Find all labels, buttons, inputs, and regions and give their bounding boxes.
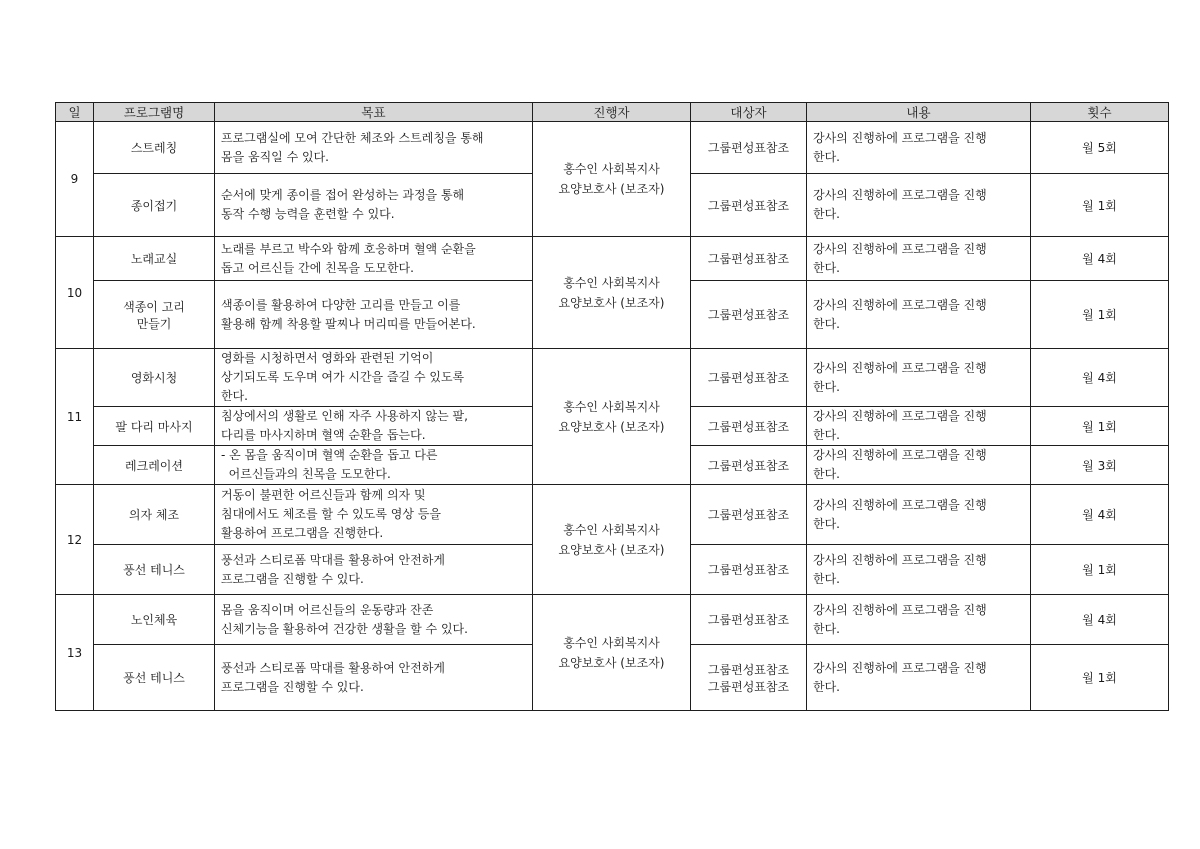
header-row [56,103,1169,122]
content-line: 한다. [813,428,840,442]
target-cell [691,485,807,545]
goal-line: 신체기능을 활용하여 건강한 생활을 할 수 있다. [221,621,468,636]
target-cell [691,446,807,485]
table-row [56,485,1169,545]
goal-line: 풍선과 스티로폼 막대를 활용하여 안전하게 [221,552,445,567]
goal-line: 다리를 마사지하며 혈액 순환을 돕는다. [221,428,426,442]
goal-line: 풍선과 스티로폼 막대를 활용하여 안전하게 [221,660,445,675]
target-cell [691,281,807,349]
header-target: 대상자 [691,103,807,122]
leader-cell [533,485,691,595]
content-line: 강사의 진행하에 프로그램을 진행 [813,497,987,512]
day-cell: 10 [56,237,94,349]
goal-cell [215,349,533,407]
target-line: 그룹편성표참조 [707,563,790,577]
program-line: 스트레칭 [130,141,178,155]
content-line: 한다. [813,260,840,275]
program-cell [94,645,215,711]
leader-line: 요양보호사 (보조자) [558,542,665,557]
count-cell: 월 1회 [1031,281,1169,349]
content-line: 한다. [813,467,840,481]
target-cell [691,407,807,446]
leader-line: 홍수인 사회복지사 [563,522,660,537]
content-cell [807,407,1031,446]
content-cell [807,545,1031,595]
program-line: 풍선 테니스 [123,563,185,577]
table-row [56,595,1169,645]
goal-line: 상기되도록 도우며 여가 시간을 즐길 수 있도록 [221,370,465,384]
program-cell [94,595,215,645]
content-cell [807,485,1031,545]
day-cell: 9 [56,122,94,237]
content-line: 강사의 진행하에 프로그램을 진행 [813,660,987,675]
goal-line: 색종이를 활용하여 다양한 고리를 만들고 이를 [221,297,461,312]
goal-cell [215,595,533,645]
program-line: 의자 체조 [128,508,180,522]
goal-cell [215,545,533,595]
target-line: 그룹편성표참조 [707,252,790,266]
program-cell [94,122,215,174]
header-day: 일 [56,103,94,122]
count-cell: 월 1회 [1031,174,1169,237]
content-cell [807,595,1031,645]
header-goal: 목표 [215,103,533,122]
count-cell: 월 4회 [1031,237,1169,281]
program-line: 만들기 [136,316,172,331]
table-row [56,237,1169,281]
content-cell [807,237,1031,281]
target-line: 그룹편성표참조 [707,662,790,677]
goal-line: 침대에서도 체조를 할 수 있도록 영상 등을 [221,507,441,521]
goal-line: 활용하여 프로그램을 진행한다. [221,526,384,540]
content-line: 강사의 진행하에 프로그램을 진행 [813,448,987,462]
goal-cell [215,174,533,237]
goal-line: 몸을 움직이며 어르신들의 운동량과 잔존 [221,602,434,617]
content-line: 한다. [813,379,840,394]
goal-line: - 온 몸을 움직이며 혈액 순환을 돕고 다른 [221,448,438,462]
content-line: 강사의 진행하에 프로그램을 진행 [813,409,987,423]
content-cell [807,645,1031,711]
target-line: 그룹편성표참조 [707,419,790,434]
count-cell: 월 4회 [1031,349,1169,407]
count-cell: 월 3회 [1031,446,1169,485]
target-cell [691,349,807,407]
program-line: 색종이 고리 [123,299,185,314]
count-cell: 월 4회 [1031,595,1169,645]
target-cell [691,237,807,281]
content-line: 강사의 진행하에 프로그램을 진행 [813,360,987,375]
program-line: 노래교실 [130,252,178,266]
target-cell [691,545,807,595]
header-program: 프로그램명 [94,103,215,122]
count-cell: 월 1회 [1031,545,1169,595]
program-line: 레크레이션 [125,458,183,473]
leader-line: 홍수인 사회복지사 [563,635,660,650]
leader-line: 홍수인 사회복지사 [563,275,660,290]
goal-line: 프로그램실에 모여 간단한 체조와 스트레칭을 통해 [221,130,484,145]
program-cell [94,349,215,407]
program-line: 종이접기 [130,198,178,213]
goal-cell [215,485,533,545]
leader-cell [533,595,691,711]
goal-cell [215,645,533,711]
goal-line: 침상에서의 생활로 인해 자주 사용하지 않는 팔, [221,409,468,423]
program-cell [94,446,215,485]
goal-cell [215,122,533,174]
goal-line: 영화를 시청하면서 영화와 관련된 기억이 [221,351,434,365]
content-line: 강사의 진행하에 프로그램을 진행 [813,241,987,256]
content-line: 강사의 진행하에 프로그램을 진행 [813,130,987,145]
content-line: 한다. [813,516,840,531]
content-line: 한다. [813,207,840,221]
leader-cell [533,237,691,349]
header-count: 횟수 [1031,103,1169,122]
table-row [56,349,1169,407]
leader-line: 홍수인 사회복지사 [563,399,660,414]
program-line: 풍선 테니스 [123,671,185,685]
content-cell [807,281,1031,349]
table-row [56,122,1169,174]
goal-line: 순서에 맞게 종이를 접어 완성하는 과정을 통해 [221,188,465,202]
content-line: 한다. [813,149,840,164]
leader-line: 요양보호사 (보조자) [558,655,665,670]
program-cell [94,485,215,545]
goal-cell [215,237,533,281]
goal-line: 몸을 움직일 수 있다. [221,149,329,164]
goal-line: 활용해 함께 착용할 팔찌나 머리띠를 만들어본다. [221,316,476,331]
day-cell: 13 [56,595,94,711]
goal-cell [215,407,533,446]
content-line: 강사의 진행하에 프로그램을 진행 [813,188,987,202]
content-line: 강사의 진행하에 프로그램을 진행 [813,297,987,312]
goal-cell [215,281,533,349]
content-line: 한다. [813,571,840,586]
program-cell [94,174,215,237]
day-cell: 11 [56,349,94,485]
target-line: 그룹편성표참조 [707,141,790,155]
leader-cell [533,349,691,485]
leader-line: 요양보호사 (보조자) [558,419,665,434]
target-cell [691,645,807,711]
content-cell [807,122,1031,174]
content-cell [807,349,1031,407]
count-cell: 월 4회 [1031,485,1169,545]
content-line: 강사의 진행하에 프로그램을 진행 [813,552,987,567]
count-cell: 월 1회 [1031,407,1169,446]
goal-line: 한다. [221,389,248,403]
target-cell [691,595,807,645]
target-cell [691,174,807,237]
content-cell [807,174,1031,237]
content-line: 한다. [813,679,840,694]
goal-line: 돕고 어르신들 간에 친목을 도모한다. [221,260,414,275]
program-cell [94,281,215,349]
goal-line: 어르신들과의 친목을 도모한다. [221,467,391,481]
program-cell [94,407,215,446]
count-cell: 월 5회 [1031,122,1169,174]
target-line: 그룹편성표참조 [707,458,790,473]
program-cell [94,545,215,595]
program-line: 팔 다리 마사지 [115,419,193,434]
target-line: 그룹편성표참조 [707,613,790,627]
day-cell: 12 [56,485,94,595]
target-cell [691,122,807,174]
program-cell [94,237,215,281]
goal-line: 프로그램을 진행할 수 있다. [221,571,364,586]
goal-cell [215,446,533,485]
header-content: 내용 [807,103,1031,122]
goal-line: 노래를 부르고 박수와 함께 호응하며 혈액 순환을 [221,241,476,256]
count-cell: 월 1회 [1031,645,1169,711]
leader-line: 요양보호사 (보조자) [558,295,665,310]
goal-line: 동작 수행 능력을 훈련할 수 있다. [221,207,395,221]
content-cell [807,446,1031,485]
content-line: 강사의 진행하에 프로그램을 진행 [813,602,987,617]
leader-cell [533,122,691,237]
leader-line: 홍수인 사회복지사 [563,162,660,176]
target-line: 그룹편성표참조 [707,371,790,385]
program-line: 영화시청 [130,371,178,385]
goal-line: 거동이 불편한 어르신들과 함께 의자 및 [221,488,426,502]
content-line: 한다. [813,316,840,331]
target-line: 그룹편성표참조 [707,198,790,213]
table-body [56,122,1169,711]
header-leader: 진행자 [533,103,691,122]
target-line: 그룹편성표참조 [707,308,790,322]
leader-line: 요양보호사 (보조자) [558,182,665,196]
goal-line: 프로그램을 진행할 수 있다. [221,679,364,694]
program-line: 노인체육 [130,613,178,627]
program-schedule-table [55,102,1169,711]
target-line: 그룹편성표참조 [707,679,790,694]
target-line: 그룹편성표참조 [707,508,790,522]
content-line: 한다. [813,621,840,636]
